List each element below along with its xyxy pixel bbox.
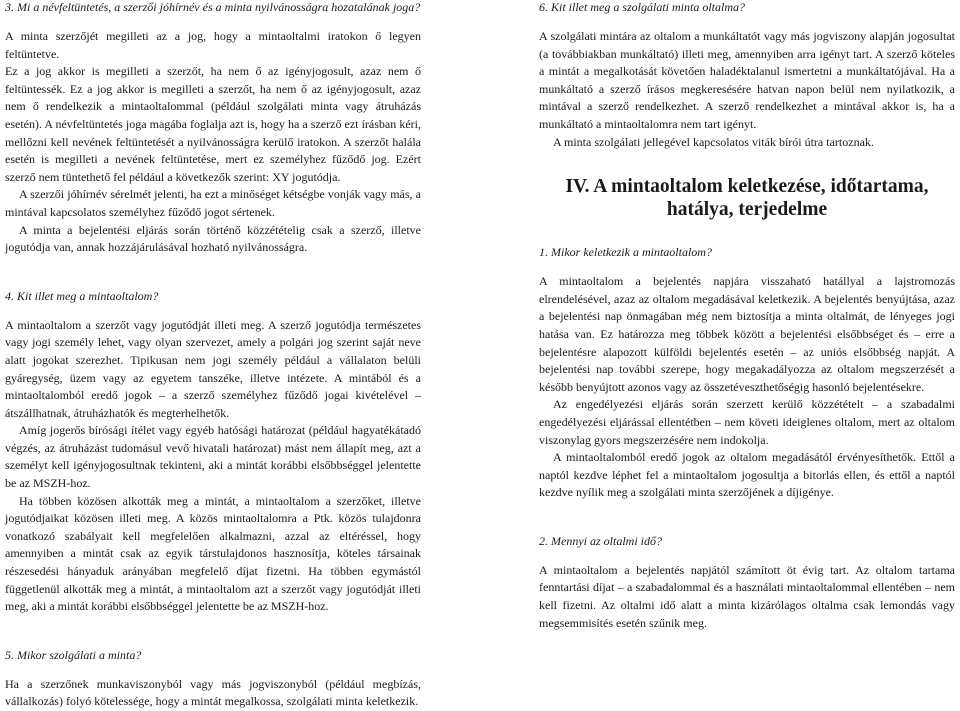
question-3-heading: 3. Mi a névfeltüntetés, a szerzői jóhírnév és a minta nyilvánosságra hozatalának joga? bbox=[5, 0, 421, 14]
question-4-heading: 4. Kit illet meg a mintaoltalom? bbox=[5, 288, 159, 303]
paragraph: A szolgálati mintára az oltalom a munkáltatót vagy más jogviszony alapján jogosultat (a továbbiakban munkáltató) illeti meg, amennyiben arra igényt tart. A szerző köteles a mintát a megalkotását követően haladéktalanul ismertetni a munkáltatójával. Ha a munkáltató a szerző írásos megkeresésére hatvan napon belül nem nyilatkozik, a mintával a szerző rendelkezhet. A szerző rendelkezhet a mintával akkor is, ha a munkáltató a mintaoltalomra nem tart igényt. bbox=[539, 29, 955, 131]
paragraph: A mintaoltalom a bejelentés napjától számított öt évig tart. Az oltalom tartama fenntartási díjat – a szabadalommal és a használati mintaoltalommal ellentében – nem kell fizetni. Az oltalmi idő alatt a minta kizárólagos oltalma csak lemondás vagy megsemmisítés esetén szűnik meg. bbox=[539, 562, 955, 630]
chapter-title-line-2: hatálya, terjedelme bbox=[666, 199, 828, 221]
paragraph: Ha többen közösen alkották meg a mintát, a mintaoltalom a szerzőket, illetve jogutódjaikat közösen illeti meg. A közös mintaoltalomra a Ptk. közös tulajdonra vonatkozó szabályait kell megfelelően alkalmazni, azzal az eltéréssel, hogy amennyiben a mintát csak az egyik társtulajdonos hasznosítja, köteles társainak részesedési hányaduk arányában megfelelő díjat fizetni. Ha többen egymástól függetlenül alkották meg a mintát, a mintaoltalom azt a szerzőt vagy jogutódját illeti meg, aki a mintát korábbi elsőbbséggel jelentette be az MSZH-hoz. bbox=[5, 493, 421, 614]
chapter-title-line-1: IV. A mintaoltalom keletkezése, időtartama, bbox=[565, 176, 929, 198]
paragraph: A mintaoltalom a bejelentés napjára visszaható hatállyal a lajstromozás elrendelésével, azaz az oltalom megadásával keletkezik. A bejelentés benyújtása, azaz a bejelentési nap önmagában még nem biztosítja a minta oltalmát, de lényeges jogi hatása van. Ez határozza meg többek között a bejelentési elsőbbséget és – erre a bejelentésre alapozott külföldi bejelentés esetén – az uniós elsőbbség napját. A bejelentési nap további szerepe, hogy megakadályozza az oltalom megszerzését a később benyújtott azonos vagy az összetéveszthetőségig hasonló bejelentésekre. bbox=[539, 274, 955, 394]
right-column bbox=[539, 0, 955, 632]
paragraph: Amíg jogerős bírósági ítélet vagy egyéb hatósági határozat (például hagyatékátadó végzés, az átruházást tudomásul vevő hivatali határozat) mást nem állapít meg, azt a személyt kell igényjogosultnak tekinteni, aki a mintát korábbi elsőbbséggel jelentette be az MSZH-hoz. bbox=[5, 423, 421, 491]
section-2-heading: 2. Mennyi az oltalmi idő? bbox=[539, 533, 662, 548]
section-1-heading: 1. Mikor keletkezik a mintaoltalom? bbox=[539, 245, 712, 260]
chapter-title bbox=[539, 175, 955, 221]
paragraph: Az engedélyezési eljárás során szerzett kerülő közzétételt – a szabadalmi engedélyezési eljárással ellentétben – nem követi ideiglenes oltalom, mert az oltalom viszonylag gyors megszerzésére nem indokolja. bbox=[539, 397, 955, 447]
paragraph: Ez a jog akkor is megilleti a szerzőt, ha nem ő az igényjogosult, azaz nem ő feltüntessék. Ez a jog akkor is megilleti a szerzőt, ha nem ő az igényjogosult, azaz nem ő rendelkezik a mintaoltalommal (például szolgálati minta vagy átruházás esetén). A névfeltüntetés joga magába foglalja azt is, hogy ha a szerző ezt írásban kéri, mellőzni kell nevének feltüntetését a nyilvánosságra kerülő iratokon. A szerzőt halála esetén is megilleti a nevének feltüntetése, mert ez személyhez fűződő jog. Ezért szerző nem tüntethető fel például a következők szerint: XY jogutódja. bbox=[5, 64, 421, 184]
paragraph: A minta szolgálati jellegével kapcsolatos viták bírói útra tartoznak. bbox=[553, 134, 874, 149]
paragraph: A szerzői jóhírnév sérelmét jelenti, ha ezt a minőséget kétségbe vonják vagy más, a mintával kapcsolatos személyhez fűződő jogot sértenek. bbox=[5, 187, 421, 219]
question-6-heading: 6. Kit illet meg a szolgálati minta oltalma? bbox=[539, 0, 746, 14]
paragraph: A minta a bejelentési eljárás során történő közzétételig csak a szerző, illetve jogutódja van, annak hozzájárulásával hozható nyilvánosságra. bbox=[5, 222, 421, 255]
paragraph: Ha a szerzőnek munkaviszonyból vagy más jogviszonyból (például megbízás, vállalkozás) folyó kötelessége, hogy a mintát megalkossa, szolgálati minta keletkezik. bbox=[5, 676, 421, 709]
question-5-heading: 5. Mikor szolgálati a minta? bbox=[5, 647, 142, 662]
paragraph: A mintaoltalomból eredő jogok az oltalom megadásától érvényesíthetők. Ettől a naptól kezdve léphet fel a mintaoltalom jogosultja a bitorlás ellen, és ettől a naptól kezdve nyílik meg a szolgálati minta szerzőjének a díjigénye. bbox=[539, 450, 955, 500]
paragraph: A minta szerzőjét megilleti az a jog, hogy a mintaoltalmi iratokon ő legyen feltüntetve. bbox=[5, 29, 421, 61]
paragraph: A mintaoltalom a szerzőt vagy jogutódját illeti meg. A szerző jogutódja természetes vagy jogi személy lehet, vagy olyan szervezet, amely a polgári jog szerint saját neve alatt jogokat szerezhet. Tipikusan nem jogi személy például a vállalaton belüli gyáregység, üzem vagy az egyetem tanszéke, illetve intézete. A mintából és a mintaoltalomból eredő jogok – a szerző személyhez fűződő jogai kivételével – átszállhatnak, átruházhatók és megterhelhetők. bbox=[5, 317, 421, 420]
left-column bbox=[5, 0, 421, 711]
